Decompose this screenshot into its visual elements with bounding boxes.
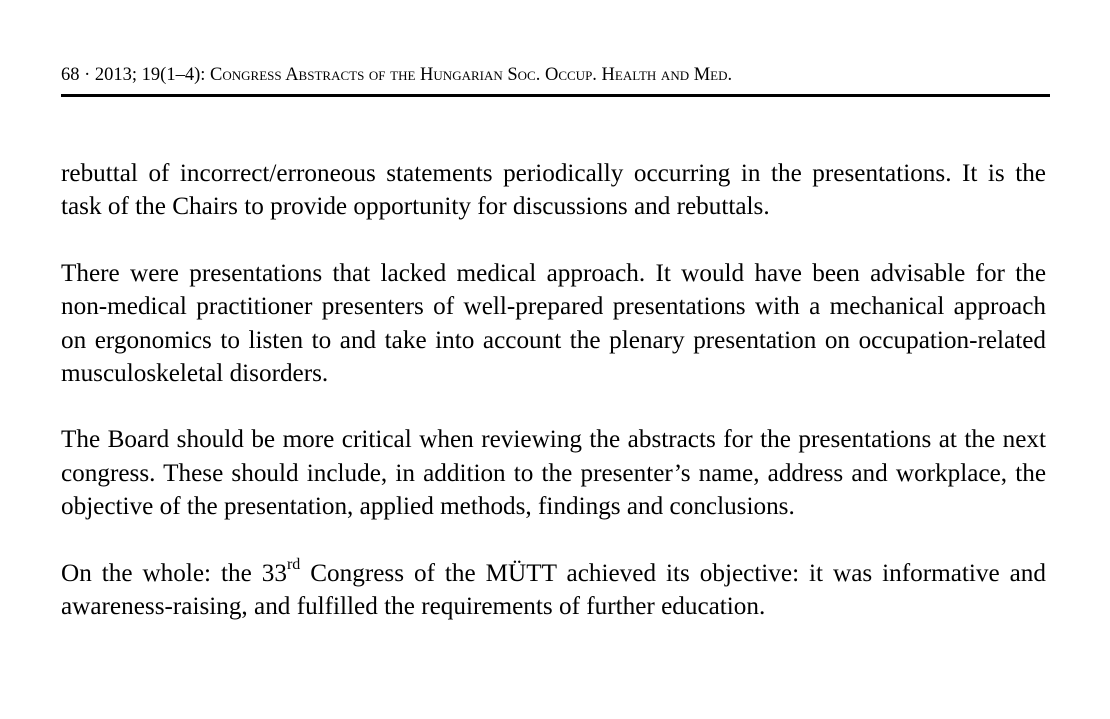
header-journal-title: Congress Abstracts of the Hungarian Soc. Occup. Health and Med. [210, 65, 733, 85]
running-header [61, 64, 1050, 97]
conclusion-text-start: On the whole: the 33 [61, 559, 287, 587]
paragraph-rebuttal: rebuttal of incorrect/erroneous statements periodically occurring in the presentations. It is the task of the Chairs to provide opportunity for discussions and rebuttals. [61, 160, 1046, 221]
running-header-text [61, 64, 732, 86]
paragraph-medical-approach: There were presentations that lacked medical approach. It would have been advisable for the non-medical practitioner presenters of well-prepared presentations with a mechanical approach on ergonomics to listen to and take into account the plenary presentation on occupation-related musculoskeletal disorders. [61, 259, 1046, 388]
ordinal-superscript: rd [286, 556, 301, 574]
header-page-and-issue: 68 · 2013; 19(1–4): [61, 65, 211, 85]
page-body [61, 157, 1046, 656]
conclusion-text-end: Congress of the MÜTT achieved its objective: it was informative and awareness-raising, and fulfilled the requirements of further education. [61, 559, 1046, 621]
paragraph-board-critical: The Board should be more critical when reviewing the abstracts for the presentations at the next congress. These should include, in addition to the presenter’s name, address and workplace, the objective of the presentation, applied methods, findings and conclusions. [61, 426, 1046, 521]
paragraph-conclusion [61, 557, 1046, 624]
